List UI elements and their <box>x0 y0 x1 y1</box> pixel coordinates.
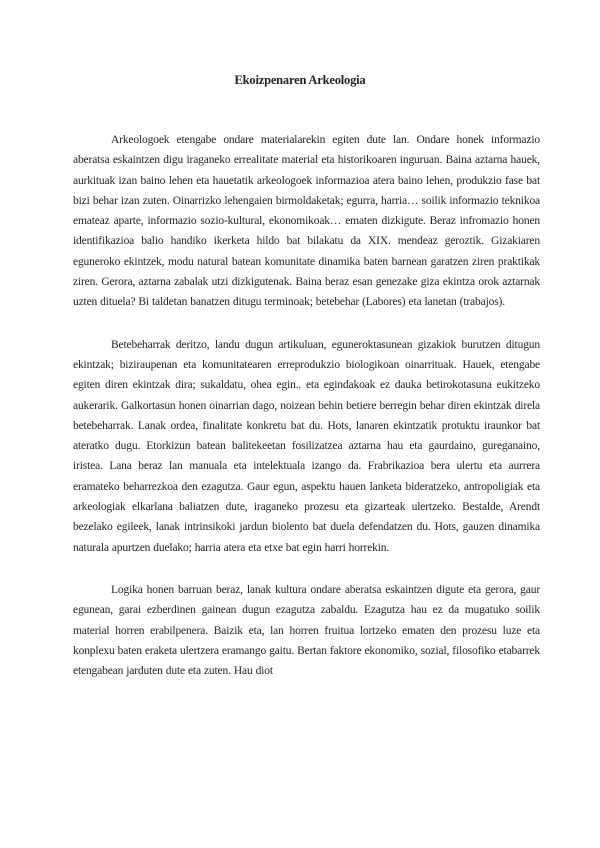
paragraph-3: Logika honen barruan beraz, lanak kultura ondare aberatsa eskaintzen digute eta gerora, gaur egunean, garai ezberdinen gainean dugun ezagutza zabaldu. Ezagutza hau ez da mugatuko soilik material horren erabilpenera. Baizik eta, lan horren fruitua lortzeko ematen den prozesu luze eta konplexu baten eraketa ulertzera eramango gaitu. Bertan faktore ekonomiko, sozial, filosofiko etabarrek etengabean jarduten dute eta zuten. Hau diot <box>73 583 540 678</box>
paragraph-1: Arkeologoek etengabe ondare materialarekin egiten dute lan. Ondare honek informazio aberatsa eskaintzen digu iraganeko errealitate material eta historikoaren inguruan. Baina aztarna hauek, aurkituak izan baino lehen eta hauetatik arkeologoek informazioa atera baino lehen, produkzio fase bat bizi behar izan zuten. Oinarrizko lehengaien birmoldaketak; egurra, harria… soilik informazio teknikoa emateaz aparte, informazio sozio-kultural, ekonomikoak… ematen dizkigute. Beraz infromazio honen identifikazioa balio handiko ikerketa hildo bat bilakatu da XIX. mendeaz geroztik. Gizakiaren eguneroko ekintzek, modu natural batean komunitate dinamika baten barnean garatzen ziren praktikak ziren. Gerora, aztarna zabalak utzi dizkigutenak. Baina beraz esan genezake giza ekintza orok aztarnak uzten dituela? Bi taldetan banatzen ditugu terminoak; betebehar (Labores) eta lanetan (trabajos). <box>73 134 540 309</box>
document-body <box>73 130 540 703</box>
paragraph-2: Betebeharrak deritzo, landu dugun artikuluan, eguneroktasunean gizakiok burutzen ditugun ekintzak; biziraupenan eta komunitatearen erreprodukzio biologikoan oinarrituak. Hauek, etengabe egiten diren ekintzak dira; sukaldatu, ohea egin.. eta egindakoak ez dauka betirokotasuna eukitzeko aukerarik. Galkortasun honen oinarrian dago, noizean behin betiere berregin behar diren ekintzak direla betebeharrak. Lanak ordea, finalitate konkretu bat du. Hots, lanaren ekintzatik protuktu iraunkor bat ateratko dugu. Etorkizun batean balitekeetan fosilizatzea aztarna hau eta gaurdaino, gureganaino, iristea. Lana beraz lan manuala eta intelektuala izango da. Frabrikazioa bera ulertu eta aurrera eramateko beharrezkoa den ezagutza. Gaur egun, aspektu hauen lanketa bideratzeko, antropoligiak eta arkeologiak elkarlana baliatzen dute, iraganeko prozesu eta gizarteak ulertzeko. Bestalde, Arendt bezelako egileek, lanak intrinsikoki jardun biolento bat duela defendatzen du. Hots, gauzen dinamika naturala apurtzen duelako; harria atera eta etxe bat egin harri horrekin. <box>73 338 540 554</box>
document-title: Ekoizpenaren Arkeologia <box>234 73 366 87</box>
